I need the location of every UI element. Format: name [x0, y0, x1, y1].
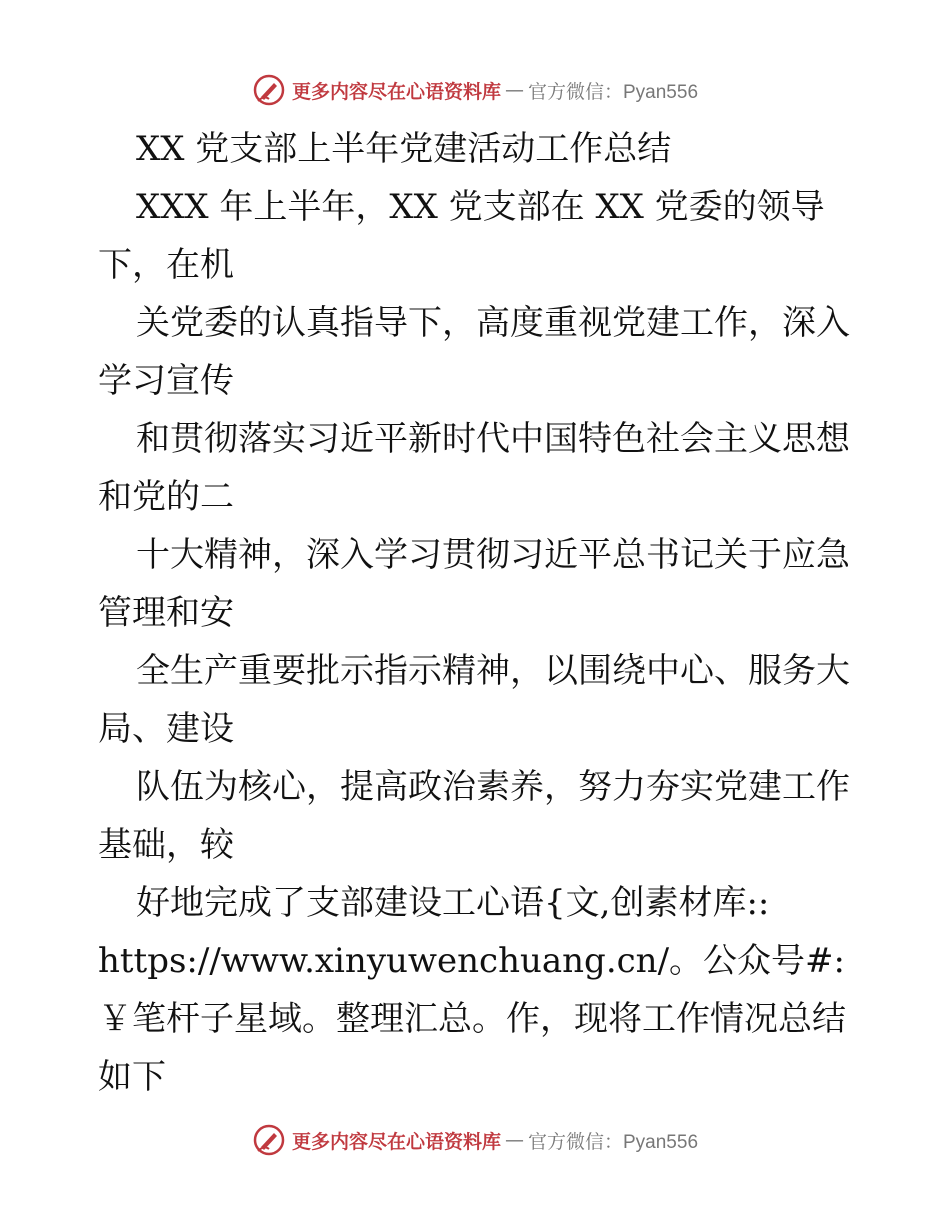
- paragraph-line: 如下: [98, 1057, 166, 1097]
- banner-wechat-text: 官方微信：Pyan556: [528, 1131, 699, 1153]
- paragraph-line: https://www.xinyuwenchuang.cn/。公众号#:: [98, 941, 845, 981]
- banner-dash: —: [505, 1129, 524, 1151]
- paragraph-line: 管理和安: [98, 593, 234, 633]
- paragraph-line: 队伍为核心，提高政治素养，努力夯实党建工作: [136, 767, 850, 807]
- paragraph-line: 十大精神，深入学习贯彻习近平总书记关于应急: [136, 535, 850, 575]
- paragraph-line: ￥笔杆子星域。整理汇总。作，现将工作情况总结: [98, 999, 846, 1039]
- banner-brand-text: 更多内容尽在心语资料库: [291, 1130, 501, 1153]
- paragraph-line: 和贯彻落实习近平新时代中国特色社会主义思想: [136, 419, 850, 459]
- banner-brand-text: 更多内容尽在心语资料库: [291, 80, 501, 103]
- paragraph-line: 好地完成了支部建设工心语{文,创素材库::: [136, 883, 770, 923]
- paragraph-line: 关党委的认真指导下，高度重视党建工作，深入: [136, 303, 850, 343]
- banner-wechat-text: 官方微信：Pyan556: [528, 81, 699, 103]
- document-title: XX 党支部上半年党建活动工作总结: [136, 129, 672, 169]
- paragraph-line: 局、建设: [98, 709, 234, 749]
- paragraph-line: 和党的二: [98, 477, 234, 517]
- header-banner: [0, 72, 950, 108]
- document-body: [98, 120, 858, 1106]
- pen-logo-icon: [252, 73, 286, 107]
- paragraph-line: 基础，较: [98, 825, 234, 865]
- pen-logo-icon: [252, 1123, 286, 1157]
- banner-dash: —: [505, 79, 524, 101]
- footer-banner: [0, 1122, 950, 1158]
- paragraph-line: XXX 年上半年，XX 党支部在 XX 党委的领导: [136, 187, 825, 227]
- paragraph-line: 学习宣传: [98, 361, 234, 401]
- paragraph-line: 下，在机: [98, 245, 234, 285]
- paragraph-line: 全生产重要批示指示精神，以围绕中心、服务大: [136, 651, 850, 691]
